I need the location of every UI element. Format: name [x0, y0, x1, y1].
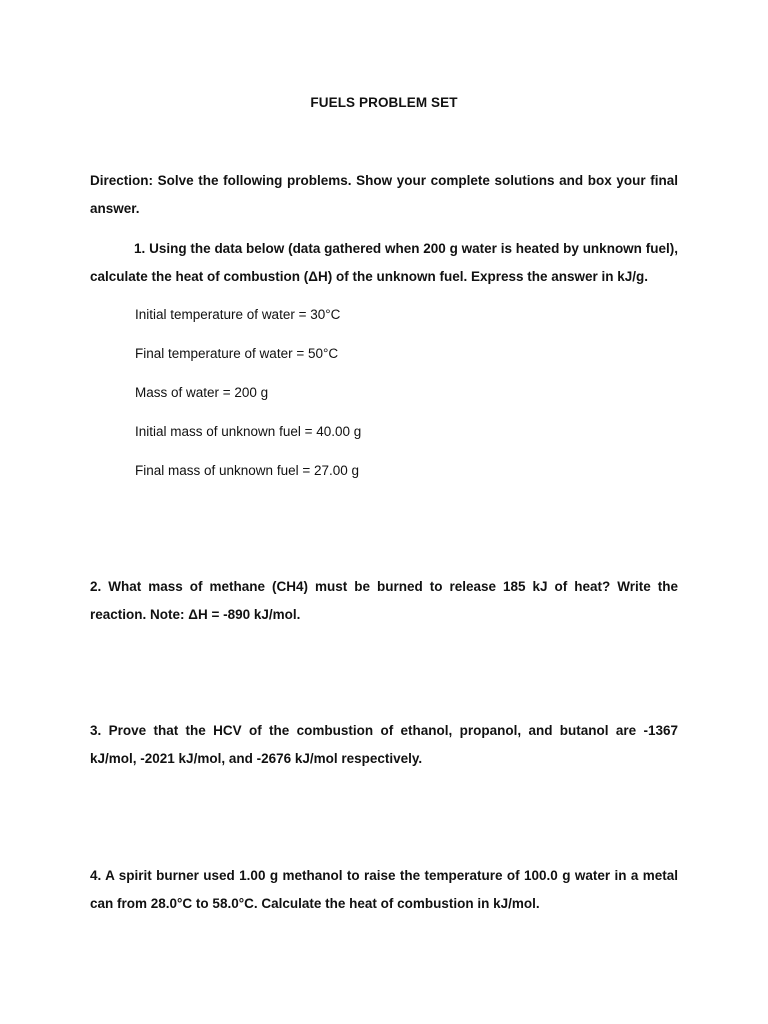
problem-4-text: 4. A spirit burner used 1.00 g methanol to raise the temperature of 100.0 g water in a metal can from 28.0°C to 58.0°C. Calculate the heat of combustion in kJ/mol. — [90, 868, 678, 911]
data-item-initial-temperature: Initial temperature of water = 30°C — [135, 307, 341, 322]
problem-1-text: 1. Using the data below (data gathered when 200 g water is heated by unknown fuel), calculate the heat of combustion (ΔH) of the unknown fuel. Express the answer in kJ/g. — [90, 241, 678, 284]
directions-paragraph: Direction: Solve the following problems. Show your complete solutions and box your final answer. — [90, 173, 678, 216]
data-item-final-temperature: Final temperature of water = 50°C — [135, 346, 339, 361]
problem-1-data-list — [135, 303, 361, 498]
problem-3-text: 3. Prove that the HCV of the combustion of ethanol, propanol, and butanol are -1367 kJ/mol, -2021 kJ/mol, and -2676 kJ/mol respectively. — [90, 723, 678, 766]
page-title: FUELS PROBLEM SET — [310, 95, 458, 110]
data-item-final-fuel-mass: Final mass of unknown fuel = 27.00 g — [135, 463, 360, 478]
problem-2-text: 2. What mass of methane (CH4) must be burned to release 185 kJ of heat? Write the reaction. Note: ΔH = -890 kJ/mol. — [90, 579, 678, 622]
data-item-initial-fuel-mass: Initial mass of unknown fuel = 40.00 g — [135, 424, 362, 439]
data-item-mass-of-water: Mass of water = 200 g — [135, 385, 269, 400]
